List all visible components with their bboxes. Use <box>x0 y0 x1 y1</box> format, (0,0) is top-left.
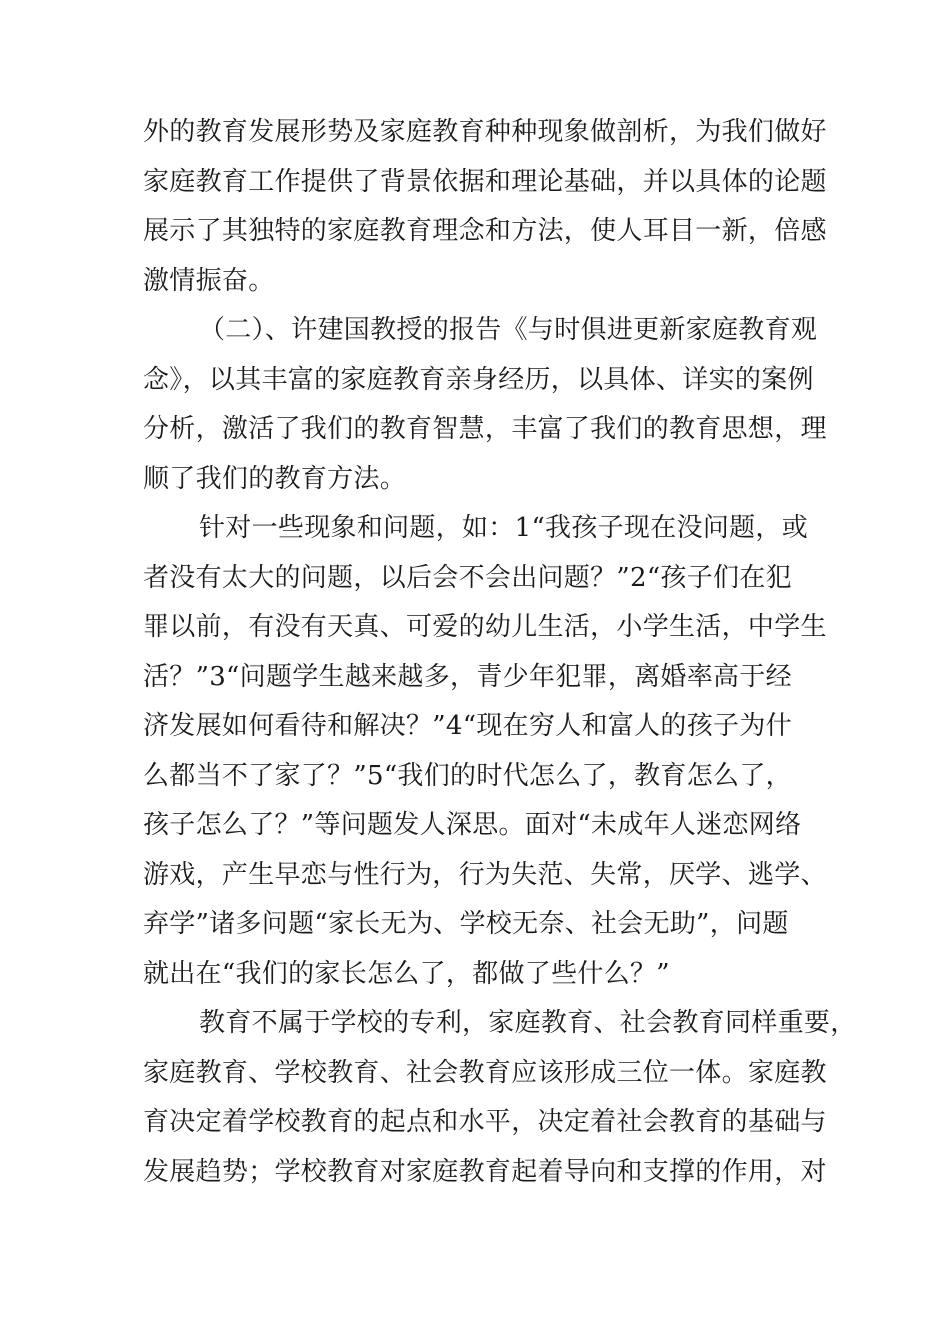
text-line: 济发展如何看待和解决？”4“现在穷人和富人的孩子为什 <box>143 711 792 741</box>
text-line: 就出在“我们的家长怎么了，都做了些什么？” <box>143 958 670 989</box>
text-line: 家庭教育、学校教育、社会教育应该形成三位一体。家庭教 <box>143 1057 827 1088</box>
text-line: 者没有太大的问题，以后会不会出问题？”2“孩子们在犯 <box>143 562 792 593</box>
text-line: 游戏，产生早恋与性行为，行为失范、失常，厌学、逃学、 <box>143 859 827 890</box>
document-body-text <box>143 108 857 1197</box>
text-line: 针对一些现象和问题，如：1“我孩子现在没问题，或 <box>199 513 809 543</box>
text-line: 孩子怎么了？”等问题发人深思。面对“未成年人迷恋网络 <box>143 810 802 840</box>
text-line: 育决定着学校教育的起点和水平，决定着社会教育的基础与 <box>143 1107 827 1137</box>
text-line: 活？”3“问题学生越来越多，青少年犯罪，离婚率高于经 <box>143 661 792 692</box>
text-line: 外的教育发展形势及家庭教育种种现象做剖析，为我们做好 <box>143 117 827 147</box>
text-line: 发展趋势；学校教育对家庭教育起着导向和支撑的作用，对 <box>143 1156 827 1187</box>
text-line: 激情振奋。 <box>143 265 275 296</box>
text-line: 顺了我们的教育方法。 <box>143 463 407 494</box>
text-line: 弃学”诸多问题“家长无为、学校无奈、社会无助”，问题 <box>143 909 789 939</box>
text-line: 罪以前，有没有天真、可爱的幼儿生活，小学生活，中学生 <box>143 612 827 642</box>
text-line: 么都当不了家了？”5“我们的时代怎么了，教育怎么了， <box>143 760 792 791</box>
text-line: 家庭教育工作提供了背景依据和理论基础，并以具体的论题 <box>143 166 827 197</box>
text-line: 展示了其独特的家庭教育理念和方法，使人耳目一新，倍感 <box>143 216 827 246</box>
text-line: （二）、许建国教授的报告《与时俱进更新家庭教育观 <box>199 315 818 345</box>
text-line: 念》，以其丰富的家庭教育亲身经历，以具体、详实的案例 <box>143 364 814 395</box>
text-line: 教育不属于学校的专利，家庭教育、社会教育同样重要， <box>199 1008 857 1038</box>
text-line: 分析，激活了我们的教育智慧，丰富了我们的教育思想，理 <box>143 414 827 444</box>
